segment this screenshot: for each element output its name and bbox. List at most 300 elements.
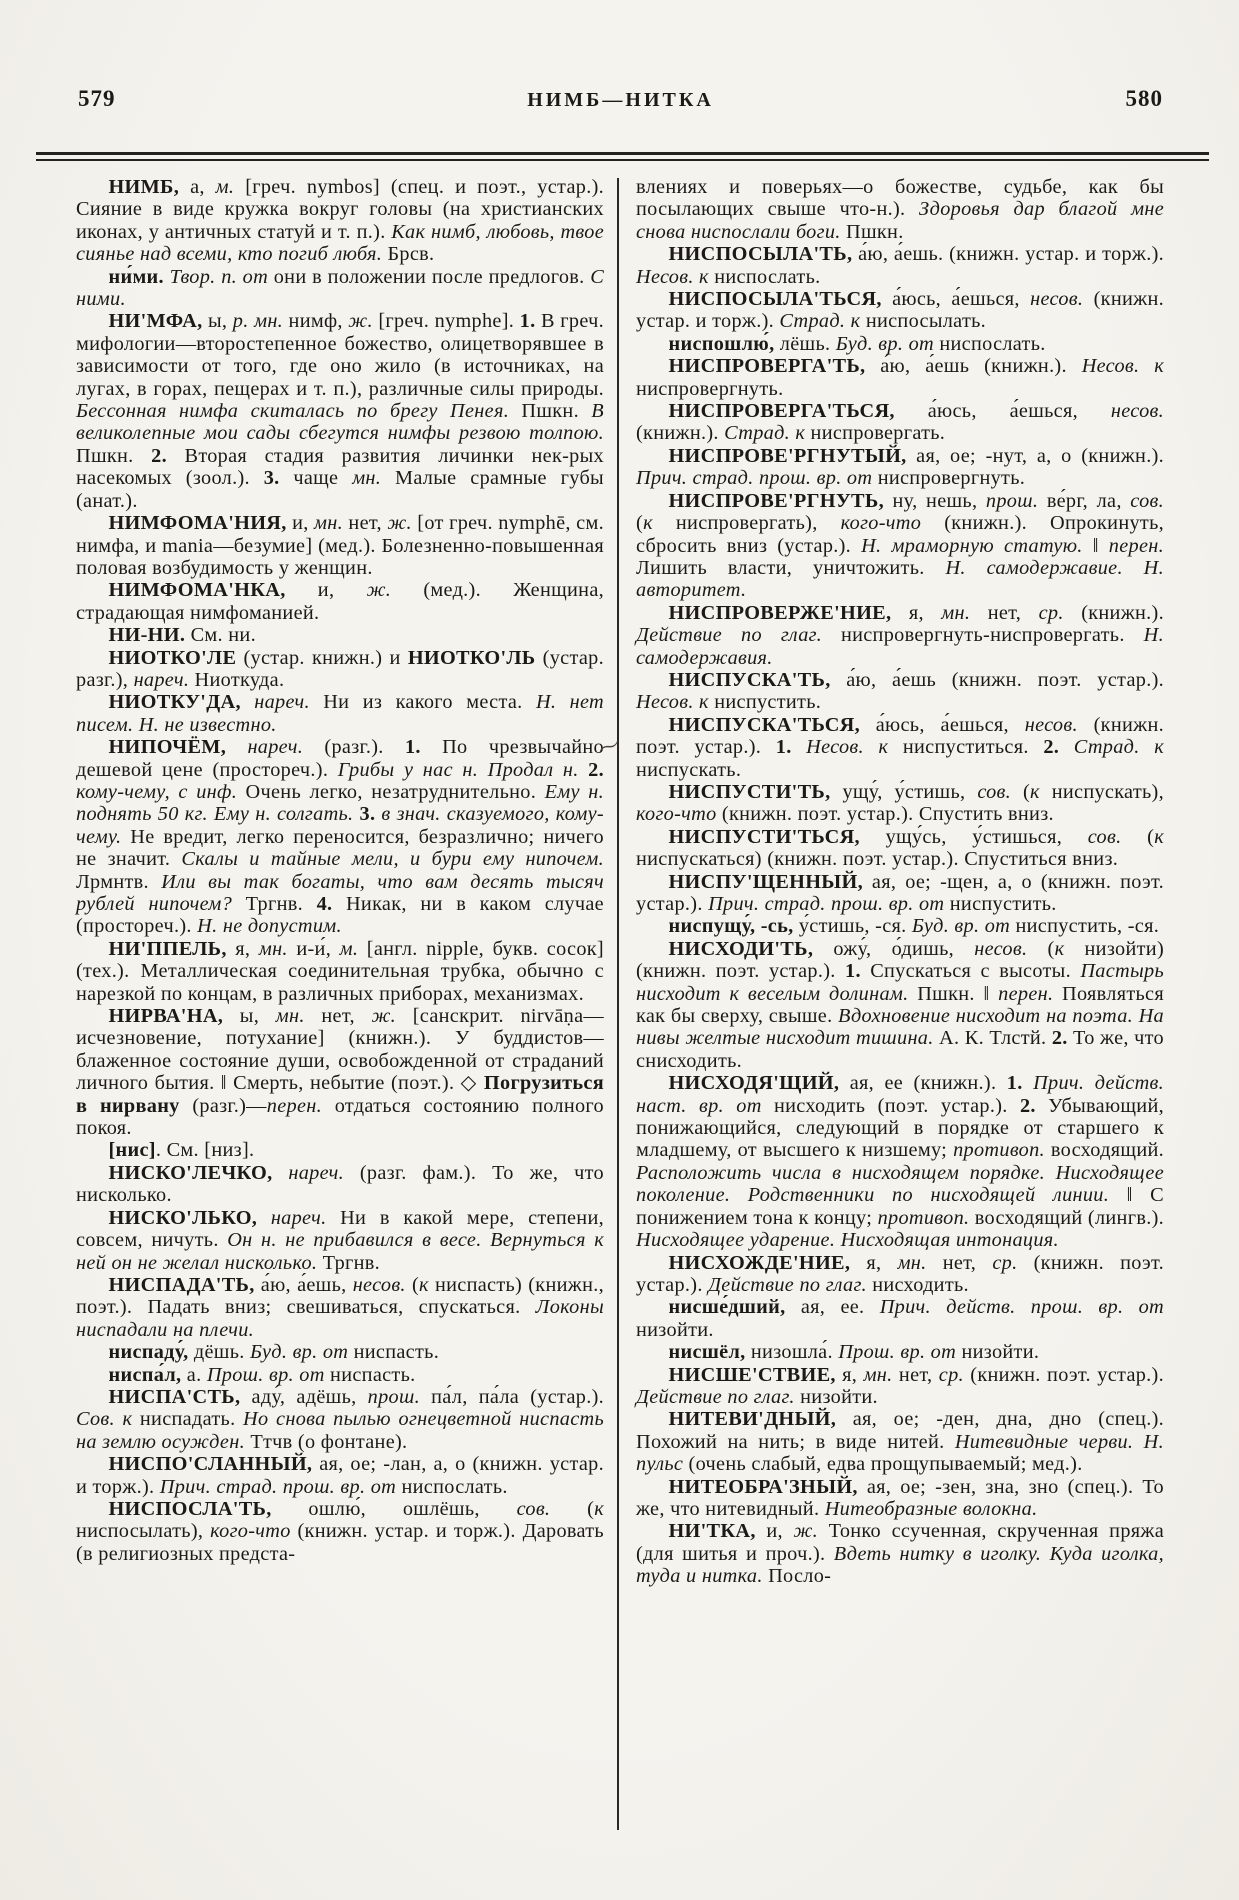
dictionary-entry bbox=[76, 310, 604, 512]
entry-headword-or-bold-run: НИСПО'СЛАННЫЙ, bbox=[108, 1453, 313, 1476]
entry-italic-run: Грибы у нас н. Продал н. bbox=[337, 758, 579, 781]
dictionary-entry bbox=[76, 736, 604, 938]
entry-italic-run: противоп. bbox=[877, 1206, 970, 1229]
entry-text-run bbox=[1023, 1072, 1033, 1094]
entry-headword-or-bold-run: Погрузиться в нирвану bbox=[76, 1072, 604, 1117]
dictionary-entry bbox=[636, 1476, 1164, 1521]
entry-text-run: (книжн. поэт. устар.). bbox=[963, 1363, 1164, 1386]
entry-text-run: нет, bbox=[970, 601, 1039, 624]
entry-headword-or-bold-run: НИТЕВИ'ДНЫЙ, bbox=[668, 1408, 837, 1431]
entry-italic-run: несов. bbox=[352, 1273, 406, 1296]
entry-text-run: Лишить власти, уничтожить. bbox=[636, 556, 946, 579]
entry-text-run: (книжн.). bbox=[636, 422, 725, 445]
entry-italic-run: кому-чему, с инф. bbox=[76, 780, 238, 803]
entry-headword-or-bold-run: 1. bbox=[845, 960, 861, 983]
entry-text-run: нет, bbox=[926, 1251, 993, 1274]
entry-text-run: ну, нешь, bbox=[883, 489, 986, 512]
entry-text-run: нет, bbox=[892, 1363, 939, 1386]
entry-text-run: ( bbox=[550, 1497, 595, 1520]
entry-text-run: Брсв. bbox=[382, 243, 435, 266]
entry-headword-or-bold-run: 2. bbox=[1051, 1027, 1068, 1050]
entry-text-run: ниспускаться) (книжн. поэт. устар.). Спуститься вниз. bbox=[636, 848, 1119, 871]
entry-italic-run: несов. bbox=[1030, 288, 1084, 311]
running-head: НИМБ—НИТКА bbox=[527, 89, 714, 111]
dictionary-entry bbox=[76, 1364, 604, 1386]
entry-headword-or-bold-run: 2. bbox=[588, 758, 604, 781]
entry-italic-run: Страд. к bbox=[1073, 736, 1164, 759]
entry-text-run: См. ни. bbox=[185, 624, 256, 647]
entry-text-run: ая, ее. bbox=[785, 1296, 880, 1319]
entry-text-run: ая, ое; -ден, дна, дно (спец.). Похожий на нить; в виде нитей. bbox=[636, 1408, 1164, 1453]
entry-italic-run: Буд. вр. от bbox=[835, 332, 934, 355]
entry-italic-run: В великолепные мои сады сбегутся нимфы резвою толпою. bbox=[76, 400, 604, 445]
entry-italic-run: Нитевидные черви. Н. пульс bbox=[636, 1430, 1164, 1476]
entry-text-run: у́стишь, -ся. bbox=[793, 915, 912, 938]
entry-headword-or-bold-run: ниспошлю́, bbox=[668, 332, 775, 355]
entry-italic-run: кого-что bbox=[636, 803, 717, 826]
entry-text-run: а́юсь, а́ешься, bbox=[894, 400, 1111, 423]
entry-headword-or-bold-run: НИ'ТКА, bbox=[668, 1520, 756, 1543]
dictionary-entry bbox=[76, 938, 604, 1005]
entry-italic-run: Прич. страд. прош. вр. от bbox=[708, 893, 945, 915]
entry-text-run: чаще bbox=[279, 467, 353, 490]
entry-text-run: нисходить (поэт. устар.). bbox=[761, 1094, 1020, 1117]
entry-text-run: ниспасть. bbox=[324, 1363, 416, 1386]
entry-italic-run: Он н. не прибавился в весе. Вернуться к ней он не желал нисколько. bbox=[76, 1229, 604, 1274]
entry-headword-or-bold-run: НИСПРОВЕ'РГНУТЫЙ, bbox=[668, 444, 907, 467]
entry-text-run: ( bbox=[1121, 825, 1155, 848]
entry-text-run: ниспослать. bbox=[708, 265, 821, 288]
entry-text-run: [греч. nymphe]. bbox=[372, 310, 520, 333]
entry-italic-run: Н. самодержавия. bbox=[636, 624, 1164, 669]
entry-text-run: Убывающий, понижающийся, следующий в порядке от старшего к младшему, от высшего к низшему; bbox=[636, 1094, 1164, 1162]
column-divider-rule bbox=[617, 178, 619, 1830]
entry-text-run: ниспасть) (книжн., поэт.). Падать вниз; свешиваться, спускаться. bbox=[76, 1273, 604, 1319]
dictionary-entry bbox=[636, 938, 1164, 1072]
entry-headword-or-bold-run: НИСПРОВЕРГА'ТЬСЯ, bbox=[668, 400, 895, 423]
entry-headword-or-bold-run: 1. bbox=[1006, 1072, 1023, 1095]
entry-text-run: а́ю, а́ешь (книжн.). bbox=[865, 355, 1082, 378]
entry-text-run: и, bbox=[286, 512, 315, 535]
entry-text-run: ниспустить. bbox=[944, 893, 1057, 915]
entry-text-run: Тргнв. bbox=[232, 893, 317, 915]
entry-italic-run: Вдеть нитку в иголку. Куда иголка, туда и нитка. bbox=[636, 1542, 1164, 1588]
entry-text-run: низойти. bbox=[794, 1385, 878, 1408]
entry-italic-run: Действие по глаг. bbox=[708, 1273, 867, 1296]
entry-italic-run: Прич. страд. прош. вр. от bbox=[636, 467, 873, 490]
entry-text-run: ниспадать. bbox=[132, 1408, 244, 1431]
entry-headword-or-bold-run: 2. bbox=[1019, 1094, 1036, 1117]
entry-headword-or-bold-run: НИОТКУ'ДА, bbox=[108, 691, 241, 714]
page-number-right: 580 bbox=[1125, 86, 1163, 111]
entry-text-run: ая, ое; -зен, зна, зно (спец.). То же, что нитевидный. bbox=[636, 1475, 1164, 1520]
entry-headword-or-bold-run: 4. bbox=[316, 893, 333, 915]
entry-text-run: ущу́сь, у́стишься, bbox=[859, 825, 1088, 848]
dictionary-entry bbox=[636, 915, 1164, 937]
entry-italic-run: в знач. сказуемого, кому-чему. bbox=[76, 803, 604, 848]
entry-italic-run: перен. bbox=[266, 1094, 322, 1117]
entry-headword-or-bold-run: НИМФОМА'НКА, bbox=[108, 579, 286, 602]
entry-headword-or-bold-run: НИСПУСКА'ТЬСЯ, bbox=[668, 713, 860, 736]
entry-text-run: Тргнв. bbox=[317, 1251, 381, 1274]
entry-italic-run: Буд. вр. от bbox=[250, 1341, 349, 1364]
entry-italic-run: Но снова пылью огнецветной ниспасть на землю осужден. bbox=[76, 1408, 604, 1453]
entry-text-run: (книжн.). bbox=[1063, 601, 1164, 624]
entry-italic-run: Пастырь нисходит к веселым долинам. bbox=[636, 960, 1164, 1005]
entry-headword-or-bold-run: НИСПУСКА'ТЬ, bbox=[668, 668, 831, 691]
entry-text-run: ожу́, о́дишь, bbox=[813, 937, 975, 960]
entry-text-run bbox=[226, 736, 247, 758]
entry-text-run bbox=[792, 736, 807, 758]
entry-italic-run: Несов. к bbox=[636, 691, 709, 714]
entry-text-run: па́л, па́ла (устар.). bbox=[419, 1385, 604, 1408]
entry-headword-or-bold-run: НИ'МФА, bbox=[108, 310, 203, 333]
entry-headword-or-bold-run: НИТЕОБРА'ЗНЫЙ, bbox=[668, 1475, 858, 1498]
dictionary-entry bbox=[76, 691, 604, 736]
entry-headword-or-bold-run: ниспаду́, bbox=[108, 1341, 189, 1364]
entry-italic-run: к bbox=[1054, 937, 1065, 960]
entry-italic-run: прош. bbox=[985, 489, 1039, 512]
entry-italic-run: кого-что bbox=[840, 512, 922, 535]
dictionary-entry bbox=[636, 1072, 1164, 1251]
entry-italic-run: м. bbox=[339, 937, 359, 960]
entry-text-run: ая, ое; -нут, а, о (книжн.). bbox=[906, 444, 1164, 467]
entry-italic-run: нареч. bbox=[288, 1161, 344, 1184]
entry-italic-run: Буд. вр. от bbox=[911, 915, 1011, 938]
entry-italic-run: Н. мраморную статую. bbox=[861, 534, 1083, 557]
entry-text-run: восходящий. bbox=[1044, 1139, 1164, 1162]
entry-text-run: низойти) (книжн. поэт. устар.). bbox=[636, 937, 1164, 983]
entry-text-run: ниспровергать), bbox=[652, 512, 841, 535]
entry-text-run: Ттчв (о фонтане). bbox=[244, 1430, 408, 1453]
entry-text-run: я, bbox=[850, 1251, 898, 1274]
entry-italic-run: несов. bbox=[974, 937, 1028, 960]
entry-text-run: а́ю, а́ешь. (книжн. устар. и торж.). bbox=[852, 243, 1164, 266]
entry-text-run: Малые срамные губы (анат.). bbox=[76, 467, 604, 512]
entry-italic-run: ж. bbox=[348, 310, 373, 333]
entry-text-run bbox=[241, 691, 254, 713]
entry-text-run: нимф, bbox=[283, 310, 349, 333]
dictionary-entry bbox=[636, 714, 1164, 781]
entry-italic-run: сов. bbox=[1130, 489, 1164, 512]
entry-text-run: Не вредит, легко переносится, безразлично; ничего не значит. bbox=[76, 825, 604, 871]
entry-italic-run: Скалы и тайные мели, и бури ему нипочем. bbox=[181, 848, 604, 871]
entry-italic-run: мн. bbox=[897, 1251, 927, 1274]
entry-text-run: ошлю́, ошлёшь, bbox=[271, 1497, 517, 1520]
entry-italic-run: ж. bbox=[793, 1520, 819, 1543]
entry-text-run: и-и́, bbox=[287, 937, 340, 960]
entry-italic-run: кого-что bbox=[210, 1520, 291, 1543]
entry-italic-run: мн. bbox=[275, 1005, 305, 1028]
dictionary-entry bbox=[76, 647, 604, 692]
entry-italic-run: ср. bbox=[938, 1363, 964, 1386]
entry-headword-or-bold-run: [нис] bbox=[108, 1139, 156, 1162]
dictionary-entry bbox=[76, 1453, 604, 1498]
entry-headword-or-bold-run: НИМБ, bbox=[108, 176, 180, 198]
entry-text-run: Пшкн. bbox=[509, 400, 592, 423]
entry-italic-run: Страд. к bbox=[779, 310, 861, 333]
entry-headword-or-bold-run: НИСПУСТИ'ТЬ, bbox=[668, 780, 831, 803]
entry-italic-run: мн. bbox=[258, 937, 288, 960]
entry-text-run: ущу́, у́стишь, bbox=[830, 780, 978, 803]
entry-italic-run: Несов. к bbox=[1081, 355, 1164, 378]
entry-text-run: ниспуститься. bbox=[888, 736, 1044, 759]
entry-text-run: ниспровергнуть. bbox=[636, 377, 784, 400]
entry-italic-run: сов. bbox=[977, 780, 1012, 803]
dictionary-entry bbox=[636, 445, 1164, 490]
entry-text-run: [греч. nymbos] (спец. и поэт., устар.). Сияние в виде кружка вокруг головы (на христианских иконах, у античных статуй и т. п.). bbox=[76, 176, 604, 243]
entry-text-run bbox=[579, 759, 589, 781]
entry-text-run: (книжн.). Опрокинуть, сбросить вниз (устар.). bbox=[636, 512, 1165, 557]
column-left bbox=[76, 176, 604, 1565]
entry-text-run: ниспускать. bbox=[636, 758, 742, 781]
entry-italic-run: Прош. вр. от bbox=[206, 1363, 325, 1386]
entry-text-run: Пшкн. bbox=[76, 444, 152, 467]
entry-headword-or-bold-run: нисше́дший, bbox=[668, 1296, 786, 1319]
dictionary-entry bbox=[636, 602, 1164, 669]
entry-text-run: ( bbox=[405, 1273, 420, 1296]
entry-text-run: (разг. фам.). То же, что нисколько. bbox=[76, 1161, 604, 1207]
entry-italic-run: мн. bbox=[941, 601, 971, 624]
entry-italic-run: сов. bbox=[516, 1497, 551, 1520]
entry-headword-or-bold-run: НИСПАДА'ТЬ, bbox=[108, 1273, 255, 1296]
entry-italic-run: ж. bbox=[366, 579, 392, 602]
entry-headword-or-bold-run: НИМФОМА'НИЯ, bbox=[108, 512, 287, 535]
entry-text-run: я, bbox=[226, 937, 259, 960]
entry-text-run bbox=[257, 1207, 271, 1229]
header-double-rule bbox=[36, 152, 1209, 161]
entry-text-run: а́ю, а́ешь (книжн. поэт. устар.). bbox=[830, 668, 1164, 691]
entry-italic-run: Прош. вр. от bbox=[838, 1341, 957, 1364]
entry-text-run: Никак, ни в каком случае (простореч.). bbox=[76, 893, 604, 938]
entry-text-run: низойти. bbox=[636, 1318, 714, 1341]
entry-italic-run: перен. bbox=[1108, 534, 1164, 557]
entry-italic-run: Здоровья дар благой мне снова ниспослали боги. bbox=[636, 198, 1164, 243]
entry-text-run: Пшкн. ‖ bbox=[908, 982, 999, 1005]
entry-text-run: ниспасть. bbox=[348, 1341, 440, 1364]
entry-headword-or-bold-run: НИСКО'ЛЕЧКО, bbox=[108, 1161, 273, 1184]
entry-headword-or-bold-run: 2. bbox=[151, 444, 167, 467]
dictionary-entry bbox=[636, 669, 1164, 714]
entry-text-run: низошла́. bbox=[745, 1341, 839, 1364]
entry-headword-or-bold-run: НИСШЕ'СТВИЕ, bbox=[668, 1363, 836, 1386]
entry-italic-run: Страд. к bbox=[724, 422, 806, 445]
entry-text-run: дёшь. bbox=[188, 1341, 251, 1364]
entry-headword-or-bold-run: НИСХОДИ'ТЬ, bbox=[668, 937, 814, 960]
entry-italic-run: к bbox=[643, 512, 653, 535]
entry-italic-run: Н. не допустим. bbox=[197, 915, 342, 938]
entry-text-run: (книжн. поэт. устар.). Спустить вниз. bbox=[716, 803, 1054, 826]
entry-headword-or-bold-run: 1. bbox=[404, 736, 421, 759]
entry-text-run: Вторая стадия развития личинки нек-рых насекомых (зоол.). bbox=[76, 444, 604, 490]
entry-italic-run: нареч. bbox=[247, 736, 304, 759]
entry-italic-run: Твор. п. от bbox=[169, 265, 269, 288]
entry-text-run: В греч. мифологии—второстепенное божество, олицетворявшее в зависимости от того, где оно жило (в источниках, на лугах, в горах, пещерах и т. п.), различные силы природы. bbox=[76, 310, 604, 400]
entry-text-run: отдаться состоянию полного покоя. bbox=[76, 1094, 604, 1140]
entry-italic-run: Ему н. поднять 50 кг. Ему н. солгать. bbox=[76, 780, 604, 826]
entry-text-run: а́юсь, а́ешься, bbox=[859, 713, 1025, 736]
entry-text-run: ниспустить. bbox=[708, 691, 822, 714]
entry-text-run bbox=[272, 1162, 288, 1184]
entry-italic-run: Вдохновение нисходит на поэта. На нивы желтые нисходит тишина. bbox=[636, 1005, 1164, 1050]
entry-text-run: ниспослать. bbox=[396, 1475, 508, 1498]
entry-text-run: (очень слабый, едва прощупываемый; мед.). bbox=[683, 1453, 1083, 1476]
entry-text-run: (книжн. поэт. устар.). bbox=[636, 1251, 1164, 1296]
entry-italic-run: ср. bbox=[992, 1251, 1018, 1274]
entry-headword-or-bold-run: НИ-НИ. bbox=[108, 624, 186, 647]
column-right bbox=[636, 176, 1164, 1588]
dictionary-entry bbox=[76, 1207, 604, 1274]
entry-text-run: (книжн. устар. и торж.). bbox=[636, 288, 1164, 333]
entry-italic-run: несов. bbox=[1110, 400, 1164, 423]
entry-text-run: Посло- bbox=[762, 1565, 832, 1588]
entry-italic-run: ж. bbox=[387, 512, 412, 535]
entry-italic-run: р. мн. bbox=[232, 310, 284, 333]
dictionary-entry bbox=[636, 243, 1164, 288]
entry-text-run: ( bbox=[636, 512, 644, 535]
entry-headword-or-bold-run: НИСПОСЫЛА'ТЬ, bbox=[668, 243, 853, 266]
entry-headword-or-bold-run: НИ'ППЕЛЬ, bbox=[108, 937, 227, 960]
entry-text-run: ( bbox=[1011, 780, 1030, 803]
entry-headword-or-bold-run: НИСПРОВЕ'РГНУТЬ, bbox=[668, 489, 884, 512]
entry-italic-run: к bbox=[1030, 780, 1040, 803]
entry-text-run: Тонко ссученная, скрученная пряжа (для шитья и проч.). bbox=[636, 1520, 1165, 1565]
entry-italic-run: нареч. bbox=[254, 691, 310, 714]
entry-headword-or-bold-run: 2. bbox=[1043, 736, 1060, 759]
dictionary-entry bbox=[76, 1162, 604, 1207]
entry-italic-run: Действие по глаг. bbox=[636, 1385, 795, 1408]
dictionary-entry bbox=[636, 400, 1164, 445]
entry-italic-run: мн. bbox=[314, 512, 343, 535]
entry-text-run: [англ. nipple, букв. сосок] (тех.). Металлическая соединительная трубка, обычно с нарезкой по концам, в различных приборах, механизмах. bbox=[76, 937, 604, 1005]
entry-italic-run: перен. bbox=[998, 982, 1054, 1005]
entry-text-run: (устар. разг.), bbox=[76, 646, 604, 691]
dictionary-entry bbox=[76, 1498, 604, 1565]
entry-text-run: нет, bbox=[343, 512, 388, 535]
entry-italic-run: ср. bbox=[1038, 601, 1064, 624]
entry-text-run: . См. [низ]. bbox=[155, 1139, 255, 1162]
entry-headword-or-bold-run: нисшёл, bbox=[668, 1341, 746, 1364]
entry-text-run: и, bbox=[755, 1520, 794, 1543]
entry-text-run: ы, bbox=[223, 1005, 276, 1028]
dictionary-entry bbox=[76, 512, 604, 579]
entry-headword-or-bold-run: НИСПА'СТЬ, bbox=[108, 1385, 241, 1408]
entry-headword-or-bold-run: НИПОЧЁМ, bbox=[108, 736, 227, 759]
entry-text-run: нисходить. bbox=[866, 1273, 969, 1296]
entry-text-run: ы, bbox=[202, 310, 233, 333]
entry-italic-run: нареч. bbox=[270, 1206, 327, 1229]
entry-text-run: а́юсь, а́ешься, bbox=[881, 288, 1031, 311]
entry-italic-run: Прич. действ. прош. вр. от bbox=[879, 1296, 1165, 1319]
entry-headword-or-bold-run: НИСПРОВЕРГА'ТЬ, bbox=[668, 355, 866, 378]
entry-text-run: ниспускать), bbox=[1039, 780, 1164, 803]
dictionary-entry bbox=[76, 624, 604, 646]
entry-text-run: ниспровергнуть-ниспровергать. bbox=[821, 624, 1144, 647]
entry-text-run: ‖ С понижением тона к концу; bbox=[636, 1184, 1164, 1229]
entry-headword-or-bold-run: НИСПОСЫЛА'ТЬСЯ, bbox=[668, 288, 882, 311]
entry-text-run: Ни в какой мере, степени, совсем, ничуть. bbox=[76, 1206, 604, 1252]
entry-italic-run: сов. bbox=[1087, 825, 1122, 848]
dictionary-entry bbox=[76, 579, 604, 624]
entry-headword-or-bold-run: НИСХОДЯ'ЩИЙ, bbox=[668, 1072, 840, 1095]
entry-text-run: а. bbox=[181, 1363, 207, 1386]
entry-headword-or-bold-run: НИСПУ'ЩЕННЫЙ, bbox=[668, 870, 863, 893]
entry-italic-run: противоп. bbox=[953, 1139, 1045, 1162]
entry-text-run: (разг.). bbox=[303, 736, 405, 759]
entry-text-run: (устар. книжн.) и bbox=[236, 646, 408, 669]
entry-italic-run: к bbox=[1154, 825, 1164, 848]
entry-text-run: Спускаться с высоты. bbox=[860, 960, 1081, 983]
entry-headword-or-bold-run: НИСКО'ЛЬКО, bbox=[108, 1206, 258, 1229]
entry-headword-or-bold-run: ниспа́л, bbox=[108, 1363, 182, 1386]
entry-text-run: а́ю, а́ешь, bbox=[254, 1273, 353, 1296]
entry-text-run: ( bbox=[1027, 937, 1055, 960]
entry-italic-run: нареч. bbox=[133, 668, 190, 691]
entry-headword-or-bold-run: НИОТКО'ЛЕ bbox=[108, 646, 237, 669]
entry-text-run: Пшкн. bbox=[840, 220, 904, 243]
entry-italic-run: Н. самодержавие. Н. авторитет. bbox=[636, 556, 1164, 602]
entry-headword-or-bold-run: НИСХОЖДЕ'НИЕ, bbox=[668, 1251, 851, 1274]
dictionary-entry bbox=[636, 288, 1164, 333]
entry-text-run: ниспустить, -ся. bbox=[1010, 915, 1160, 938]
pencil-mark: 〜 bbox=[592, 729, 627, 766]
dictionary-entry bbox=[636, 333, 1164, 355]
entry-text-run: Появляться как бы сверху, свыше. bbox=[636, 982, 1164, 1028]
dictionary-entry bbox=[636, 1252, 1164, 1297]
dictionary-entry bbox=[636, 355, 1164, 400]
entry-italic-run: Действие по глаг. bbox=[636, 624, 822, 647]
entry-italic-run: Бессонная нимфа скиталась по брегу Пенея. bbox=[76, 400, 510, 423]
entry-italic-run: Нисходящее ударение. Нисходящая интонация. bbox=[636, 1229, 1059, 1252]
entry-text-run: а, bbox=[179, 176, 216, 198]
dictionary-entry bbox=[636, 781, 1164, 826]
entry-text-run: ниспровергать. bbox=[805, 422, 946, 445]
entry-italic-run: Как нимб, любовь, твое сиянье над всеми, кто погиб любя. bbox=[76, 220, 604, 266]
entry-text-run: они в положении после предлогов. bbox=[268, 265, 591, 288]
dictionary-entry bbox=[636, 1296, 1164, 1341]
entry-headword-or-bold-run: 3. bbox=[359, 803, 376, 826]
entry-italic-run: Расположить числа в нисходящем порядке. Нисходящее поколение. Родственники по нисходящей линии. bbox=[636, 1161, 1164, 1207]
entry-text-run: и, bbox=[285, 579, 367, 602]
entry-text-run: ниспослать. bbox=[933, 332, 1046, 355]
entry-text-run: [санскрит. nirvāṇa—исчезновение, потухание] (книжн.). У буддистов—блаженное состояние души, освобожденной от страданий личного бытия. ‖ Смерть, небытие (поэт.). ◇ bbox=[76, 1005, 604, 1095]
entry-italic-run: Прич. действ. наст. вр. от bbox=[636, 1072, 1164, 1117]
entry-text-run: лёшь. bbox=[774, 332, 836, 355]
page-number-left: 579 bbox=[78, 86, 116, 111]
entry-italic-run: Нитеобразные волокна. bbox=[824, 1497, 1038, 1520]
entry-text-run: ая, ое; -щен, а, о (книжн. поэт. устар.). bbox=[636, 870, 1164, 915]
entry-italic-run: м. bbox=[215, 176, 235, 198]
entry-text-run: ниспосылать. bbox=[860, 310, 987, 333]
page-header bbox=[78, 86, 1163, 122]
entry-italic-run: Н. нет писем. Н. не известно. bbox=[76, 691, 604, 736]
dictionary-entry bbox=[76, 1005, 604, 1139]
entry-text-run: ве́рг, ла, bbox=[1038, 489, 1131, 512]
entry-text-run: Очень легко, незатруднительно. bbox=[237, 780, 545, 803]
entry-text-run: Ни из какого места. bbox=[309, 691, 536, 714]
dictionary-entry bbox=[636, 490, 1164, 602]
entry-text-run: (мед.). Женщина, страдающая нимфоманией. bbox=[76, 579, 605, 624]
dictionary-entry bbox=[76, 1341, 604, 1363]
entry-headword-or-bold-run: ни́ми. bbox=[108, 265, 164, 288]
dictionary-entry bbox=[636, 1520, 1164, 1587]
entry-text-run: По чрезвычайно дешевой цене (простореч.). bbox=[76, 736, 604, 781]
entry-text-run: аду́, адёшь, bbox=[240, 1385, 368, 1408]
entry-text-run: ниспосылать), bbox=[76, 1520, 211, 1543]
dictionary-entry bbox=[636, 1408, 1164, 1475]
entry-italic-run: Локоны ниспадали на плечи. bbox=[76, 1296, 604, 1341]
entry-italic-run: Сов. к bbox=[76, 1408, 133, 1431]
